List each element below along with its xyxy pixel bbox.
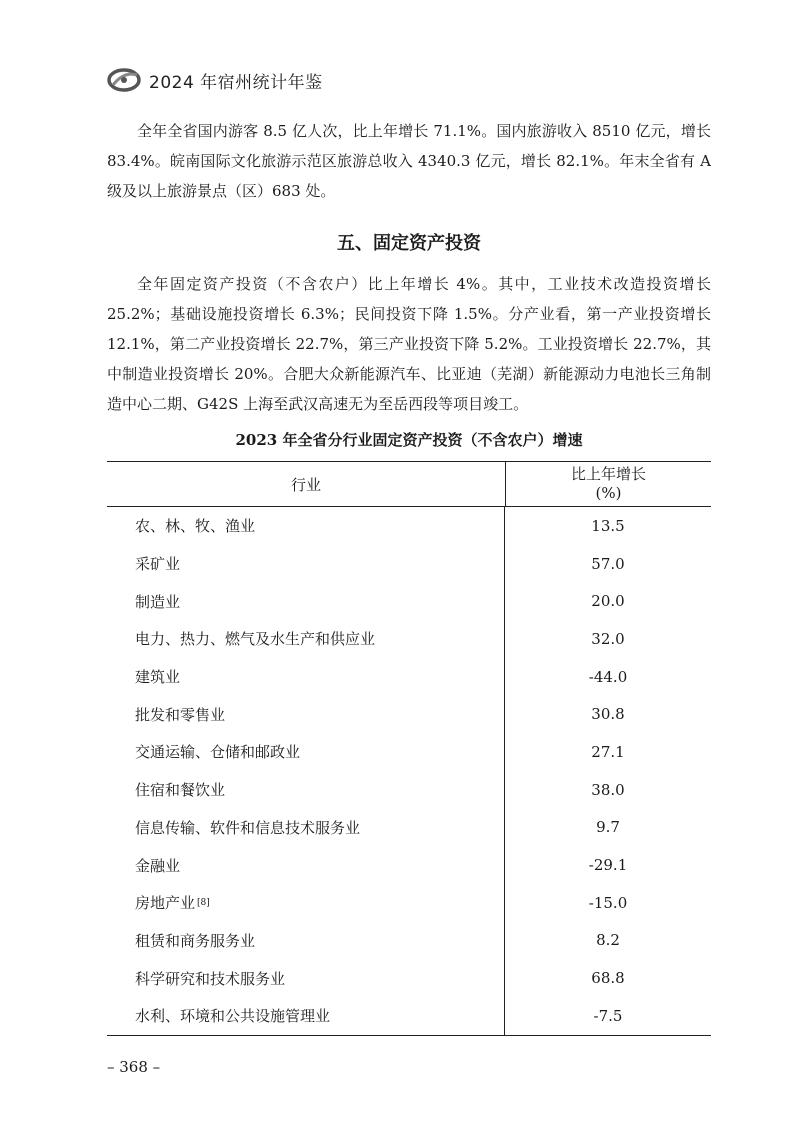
table-title: 2023 年全省分行业固定资产投资（不含农户）增速 — [235, 431, 583, 449]
growth-value: 68.8 — [591, 969, 625, 988]
page-number: – 368 – — [107, 1058, 161, 1076]
growth-value: 27.1 — [591, 742, 625, 761]
table-row — [107, 695, 711, 733]
investment-paragraph: 全年固定资产投资（不含农户）比上年增长 4%。其中，工业技术改造投资增长 25.2%；基础设施投资增长 6.3%；民间投资下降 1.5%。分产业看，第一产业投资增长 12.1%，第二产业投资增长 22.7%，第三产业投资下降 5.2%。工业投资增长 22.7%，其中制造业投资增长 20%。合肥大众新能源汽车、比亚迪（芜湖）新能源动力电池长三角制造中心二期、G42S 上海至武汉高速无为至岳西段等项目竣工。 — [107, 275, 711, 413]
table-row — [107, 922, 711, 960]
table-row — [107, 507, 711, 545]
industry-name — [107, 620, 505, 658]
growth-value: -44.0 — [588, 667, 628, 686]
industry-name — [107, 733, 505, 771]
industry-name-text: 建筑业 — [135, 668, 181, 687]
growth-value: -15.0 — [588, 893, 628, 912]
industry-name-text: 电力、热力、燃气及水生产和供应业 — [135, 630, 376, 649]
industry-name-text: 交通运输、仓储和邮政业 — [135, 743, 301, 762]
table-row — [107, 959, 711, 997]
industry-name-text: 信息传输、软件和信息技术服务业 — [135, 818, 361, 837]
industry-name — [107, 507, 505, 545]
column-header-growth — [506, 462, 711, 506]
column-header-growth-unit: (%) — [595, 484, 622, 502]
section-title: 五、固定资产投资 — [337, 233, 481, 254]
industry-name — [107, 695, 505, 733]
column-header-growth-label: 比上年增长 — [570, 465, 646, 483]
industry-name — [107, 997, 505, 1035]
industry-name — [107, 809, 505, 847]
industry-name — [107, 922, 505, 960]
footnote-marker: [8] — [197, 897, 210, 908]
growth-value: -7.5 — [593, 1006, 623, 1025]
industry-name-text: 住宿和餐饮业 — [135, 781, 226, 800]
table-row — [107, 846, 711, 884]
industry-name-text: 水利、环境和公共设施管理业 — [135, 1007, 331, 1026]
growth-value: 57.0 — [591, 554, 625, 573]
industry-name-text: 金融业 — [135, 856, 181, 875]
industry-name — [107, 545, 505, 583]
industry-name-text: 批发和零售业 — [135, 705, 226, 724]
page-header — [107, 62, 323, 98]
column-header-industry: 行业 — [107, 462, 506, 506]
table-row — [107, 997, 711, 1035]
industry-name-text: 制造业 — [135, 592, 181, 611]
industry-name-text: 租赁和商务服务业 — [135, 931, 256, 950]
industry-name — [107, 658, 505, 696]
table-row — [107, 884, 711, 922]
growth-value: 30.8 — [591, 705, 625, 724]
table-row — [107, 771, 711, 809]
growth-value: 13.5 — [591, 516, 625, 535]
table-row — [107, 545, 711, 583]
investment-table — [107, 461, 711, 1036]
industry-name-text: 房地产业 — [135, 894, 196, 913]
table-row — [107, 733, 711, 771]
growth-value: 38.0 — [591, 780, 625, 799]
tourism-paragraph: 全年全省国内游客 8.5 亿人次，比上年增长 71.1%。国内旅游收入 8510 亿元，增长 83.4%。皖南国际文化旅游示范区旅游总收入 4340.3 亿元，增长 82.1%。年末全省有 A 级及以上旅游景点（区）683 处。 — [107, 122, 711, 200]
table-row — [107, 658, 711, 696]
growth-value: 20.0 — [591, 592, 625, 611]
industry-name — [107, 771, 505, 809]
growth-value: 8.2 — [596, 931, 620, 950]
industry-name — [107, 959, 505, 997]
table-row — [107, 582, 711, 620]
growth-value: 9.7 — [596, 818, 620, 837]
growth-value: -29.1 — [588, 856, 628, 875]
table-header — [107, 462, 711, 507]
industry-name — [107, 846, 505, 884]
industry-name-text: 农、林、牧、渔业 — [135, 517, 256, 536]
yearbook-logo-icon — [107, 67, 141, 93]
table-row — [107, 620, 711, 658]
growth-value: 32.0 — [591, 629, 625, 648]
industry-name-text: 科学研究和技术服务业 — [135, 969, 286, 988]
table-body — [107, 507, 711, 1035]
industry-name-text: 采矿业 — [135, 555, 181, 574]
table-row — [107, 809, 711, 847]
industry-name — [107, 884, 505, 922]
industry-name — [107, 582, 505, 620]
header-title: 2024 年宿州统计年鉴 — [149, 72, 323, 93]
